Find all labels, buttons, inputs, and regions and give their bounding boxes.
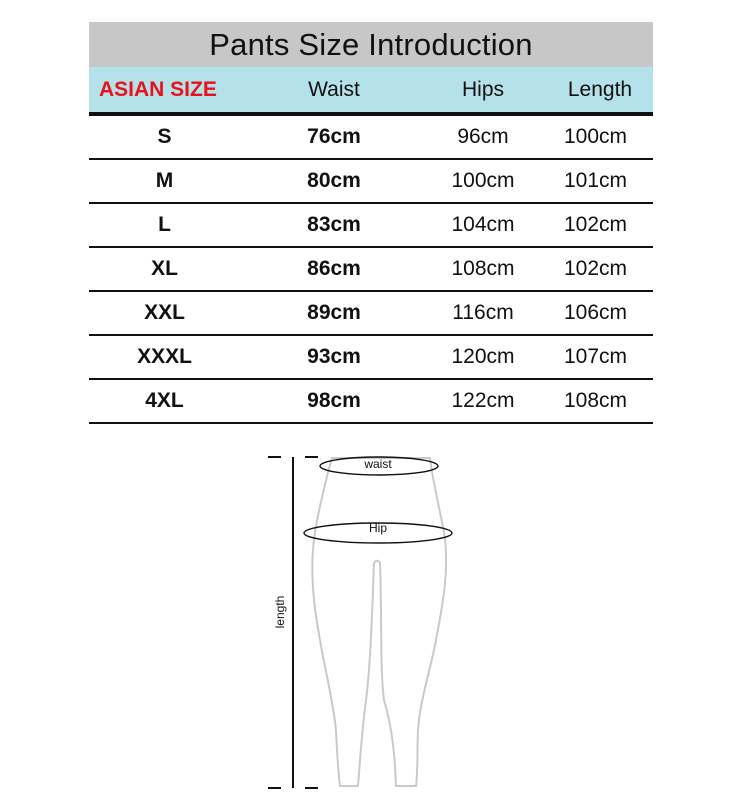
cell-size: S bbox=[157, 125, 172, 148]
cell-length: 108cm bbox=[563, 389, 628, 412]
header-length: Length bbox=[567, 77, 633, 101]
cell-size: XXL bbox=[144, 301, 185, 324]
table-row bbox=[89, 292, 653, 336]
cell-length: 101cm bbox=[563, 169, 628, 192]
pants-outline-illustration bbox=[260, 450, 480, 800]
waist-label: waist bbox=[364, 457, 392, 471]
cell-waist: 89cm bbox=[307, 301, 361, 324]
cell-hips: 122cm bbox=[451, 389, 515, 412]
cell-size: XL bbox=[151, 257, 178, 280]
cell-hips: 120cm bbox=[451, 345, 515, 368]
cell-size: 4XL bbox=[145, 389, 184, 412]
table-row bbox=[89, 336, 653, 380]
cell-size: M bbox=[155, 169, 174, 192]
table-title: Pants Size Introduction bbox=[89, 22, 653, 67]
table-row bbox=[89, 248, 653, 292]
length-label: length bbox=[273, 595, 287, 629]
cell-waist: 98cm bbox=[307, 389, 361, 412]
hip-label: Hip bbox=[368, 521, 388, 535]
cell-waist: 80cm bbox=[307, 169, 361, 192]
cell-length: 107cm bbox=[563, 345, 628, 368]
cell-size: L bbox=[158, 213, 171, 236]
cell-length: 102cm bbox=[563, 257, 628, 280]
cell-hips: 100cm bbox=[451, 169, 515, 192]
header-waist: Waist bbox=[308, 77, 360, 101]
cell-waist: 83cm bbox=[307, 213, 361, 236]
cell-waist: 86cm bbox=[307, 257, 361, 280]
pants-measurement-diagram bbox=[260, 450, 480, 800]
cell-waist: 76cm bbox=[307, 125, 361, 148]
cell-length: 106cm bbox=[563, 301, 628, 324]
cell-length: 102cm bbox=[563, 213, 628, 236]
pants-outline bbox=[312, 458, 446, 786]
cell-hips: 96cm bbox=[457, 125, 509, 148]
cell-hips: 104cm bbox=[451, 213, 515, 236]
table-row bbox=[89, 380, 653, 424]
table-header-row bbox=[89, 67, 653, 116]
cell-size: XXXL bbox=[137, 345, 192, 368]
size-table bbox=[89, 22, 653, 424]
table-row bbox=[89, 160, 653, 204]
cell-waist: 93cm bbox=[307, 345, 361, 368]
cell-hips: 116cm bbox=[452, 301, 514, 324]
table-row bbox=[89, 116, 653, 160]
table-row bbox=[89, 204, 653, 248]
header-asian-size: ASIAN SIZE bbox=[99, 77, 217, 101]
header-hips: Hips bbox=[461, 77, 504, 101]
cell-length: 100cm bbox=[563, 125, 628, 148]
cell-hips: 108cm bbox=[451, 257, 515, 280]
